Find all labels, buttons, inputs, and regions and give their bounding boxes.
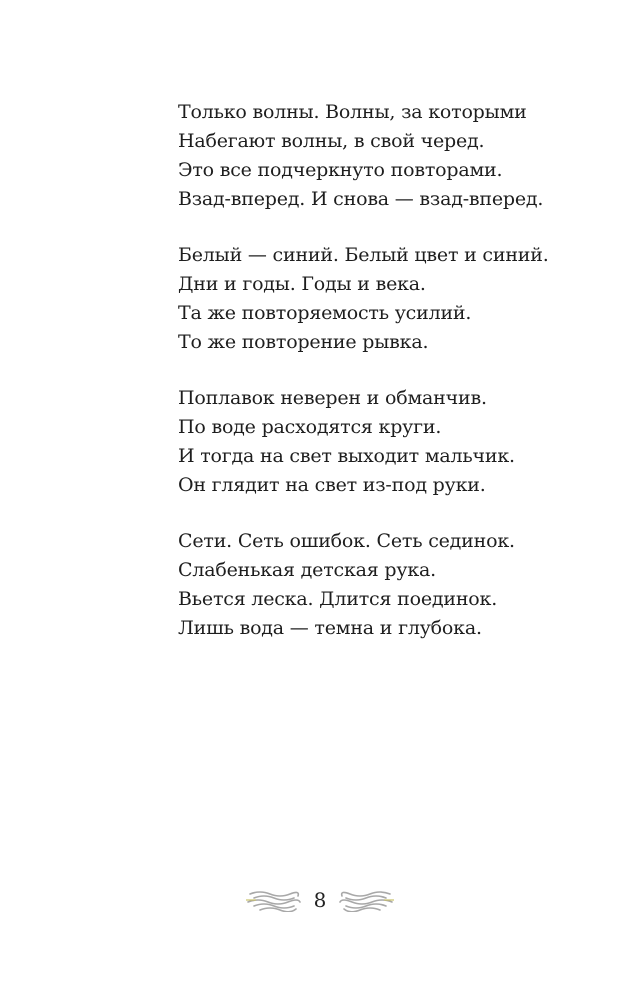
poem-line: Дни и годы. Годы и века. [178, 273, 426, 295]
page-footer [0, 880, 640, 920]
stanza-1 [178, 98, 618, 214]
stanza-3 [178, 384, 618, 500]
poem [178, 98, 618, 670]
poem-line: Сети. Сеть ошибок. Сеть сединок. [178, 530, 515, 552]
stanza-2 [178, 241, 618, 357]
poem-line: Набегают волны, в свой черед. [178, 130, 485, 152]
poem-line: Это все подчеркнуто повторами. [178, 159, 503, 181]
poem-line: То же повторение рывка. [178, 331, 429, 353]
poem-line: Поплавок неверен и обманчив. [178, 387, 487, 409]
poem-line: Белый — синий. Белый цвет и синий. [178, 244, 549, 266]
poem-line: Он глядит на свет из-под руки. [178, 474, 486, 496]
right-wave-ornament-icon [338, 888, 394, 912]
left-wave-ornament-icon [246, 888, 302, 912]
poem-line: Только волны. Волны, за которыми [178, 101, 527, 123]
poem-line: Взад-вперед. И снова — взад-вперед. [178, 188, 544, 210]
poem-line: Слабенькая детская рука. [178, 559, 436, 581]
poem-line: Лишь вода — темна и глубока. [178, 617, 482, 639]
poem-line: И тогда на свет выходит мальчик. [178, 445, 515, 467]
poem-line: По воде расходятся круги. [178, 416, 442, 438]
poem-line: Та же повторяемость усилий. [178, 302, 472, 324]
stanza-4 [178, 527, 618, 643]
poem-line: Вьется леска. Длится поединок. [178, 588, 498, 610]
page-number: 8 [313, 888, 327, 912]
